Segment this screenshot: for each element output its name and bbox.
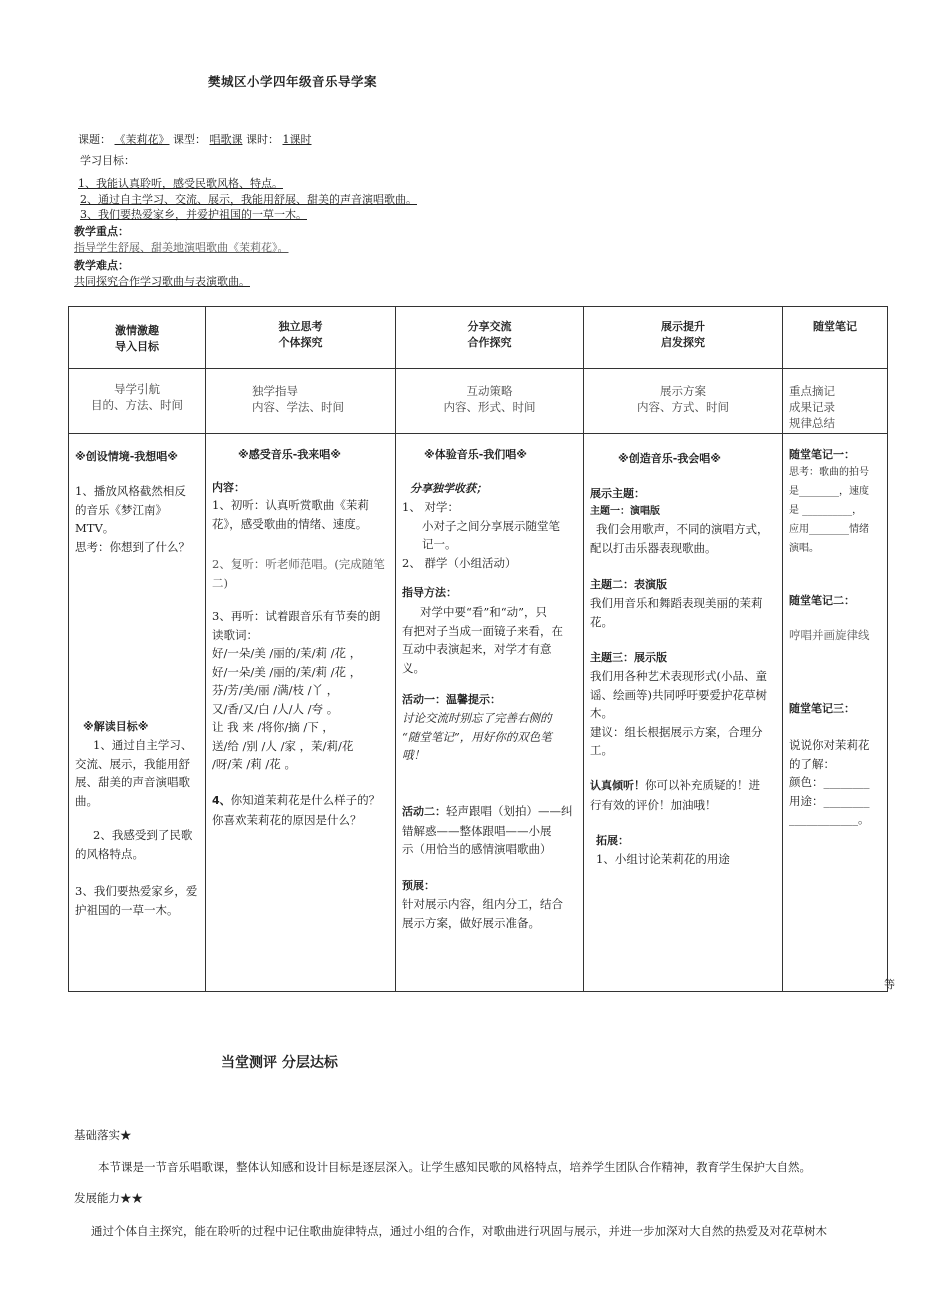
text-line: “随堂笔记”，用好你的双色笔 [402, 729, 552, 744]
col2-content-label: 内容： [212, 481, 245, 494]
lyric-line: 好/一朵/美 /丽的/茉/莉 /花 ， [212, 664, 362, 679]
goals-label: 学习目标： [80, 154, 135, 167]
text-line: 我们会用歌声，不同的演唱方式， [596, 522, 769, 536]
col4-title: ※创造音乐-我会唱※ [618, 452, 721, 465]
col4-theme1-text [590, 520, 769, 557]
note1-body [789, 463, 869, 558]
col1-text4 [75, 882, 197, 919]
goal-2: 2、通过自主学习、交流、展示，我能用舒展、甜美的声音演唱歌曲。 [80, 193, 417, 206]
col3-act1-text [402, 709, 552, 765]
col2-title: ※感受音乐-我来唱※ [238, 448, 341, 461]
col2-item1 [212, 496, 369, 533]
text-line: 我们用各种艺术表现形式(小品、童 [590, 669, 767, 683]
text-line: 思考：歌曲的拍号 [789, 467, 869, 478]
subheader-text: 重点摘记 [789, 384, 835, 398]
lesson-table [68, 306, 888, 992]
text-line: 小对子之间分享展示随堂笔 [422, 518, 560, 533]
basic-label: 基础落实★ [74, 1128, 132, 1142]
body-col5 [783, 434, 888, 992]
header-text: 随堂笔记 [813, 320, 857, 333]
subheader-text: 互动策略 [466, 384, 513, 398]
header-col3 [396, 307, 584, 369]
text-line: 说说你对茉莉花 [789, 738, 870, 752]
subheader-col4 [584, 369, 783, 434]
subheader-text: 目的、方法、时间 [91, 398, 183, 412]
subheader-text: 导学引航 [114, 382, 160, 396]
header-col4 [584, 307, 783, 369]
note1-label: 随堂笔记一： [789, 448, 855, 461]
col4-theme3: 主题三：展示版 [590, 651, 667, 664]
lyric-line: /呀/茉 /莉 /花 。 [212, 757, 296, 771]
subheader-col1 [69, 369, 206, 434]
text-line: 示（用恰当的感情演唱歌曲） [402, 842, 552, 856]
text-line: 有把对子当成一面镜子来看，在 [402, 623, 563, 638]
text-line: 交流、展示，我能用舒 [75, 756, 190, 771]
col1-text1 [75, 482, 205, 556]
hours-label: 课时： [246, 133, 279, 146]
note2-text: 哼唱并画旋律线 [789, 628, 870, 642]
subheader-text: 内容、方式、时间 [637, 400, 729, 414]
subheader-col3 [396, 369, 584, 434]
subheader-text: 独学指导 [252, 384, 298, 398]
col1-text3 [75, 826, 192, 863]
header-text: 展示提升 [661, 320, 705, 333]
document-title: 樊城区小学四年级音乐导学案 [208, 74, 378, 89]
body-col1 [69, 434, 206, 992]
hours-value: 1课时 [282, 133, 312, 146]
text-line: 用途：________ [789, 793, 870, 808]
header-text: 激情激趣 [115, 324, 159, 337]
text-line: 的了解： [789, 756, 835, 771]
col4-theme2: 主题二：表演版 [590, 578, 667, 591]
text-line: 2、复听：听老师范唱。(完成随笔 [212, 557, 385, 571]
lyric-line: 让 我 来 /将你/摘 /下 ， [212, 720, 334, 734]
text-line: 花》，感受歌曲的情绪、速度。 [212, 516, 368, 531]
text-line: 对学中要“看”和“动”，只 [420, 605, 548, 619]
header-text: 独立思考 [278, 320, 323, 333]
body-col2 [206, 434, 396, 992]
table-body-row [69, 434, 888, 992]
text-line: 是________，速度 [789, 486, 869, 497]
text-line: 展示方案，做好展示准备。 [402, 915, 540, 930]
col4-theme3-text [590, 667, 767, 760]
col4-extend-label: 拓展： [596, 834, 629, 847]
col4-show-label: 展示主题： [590, 487, 645, 500]
col3-pair [402, 498, 560, 572]
key-label: 教学重点： [74, 225, 129, 238]
note3-label: 随堂笔记三： [789, 702, 855, 715]
text-line: 1、 对学： [402, 500, 459, 514]
text-line: 工。 [590, 743, 613, 757]
key-value: 指导学生舒展、甜美地演唱歌曲《茉莉花》。 [74, 241, 289, 254]
text-line: ____________。 [789, 812, 870, 826]
col4-listen [590, 776, 760, 814]
lyric-line: 又/香/又/白 /人/人 /夸 。 [212, 701, 339, 716]
col3-act1-label: 活动一：温馨提示： [402, 693, 501, 706]
text-line: 2、 群学（小组活动） [402, 555, 517, 570]
text-line: 木。 [590, 706, 613, 720]
subheader-text: 内容、学法、时间 [252, 400, 344, 414]
header-col5 [783, 307, 888, 369]
subheader-text: 规律总结 [789, 416, 835, 430]
col2-item2 [212, 555, 385, 592]
text-line: 配以打击乐器表现歌曲。 [590, 540, 717, 555]
col3-share-label: 分享独学收获； [410, 482, 487, 495]
text-line: 颜色：________ [789, 775, 870, 789]
table-header-row [69, 307, 888, 369]
table-subheader-row [69, 369, 888, 434]
col1-title2: ※解读目标※ [83, 720, 149, 733]
text-line: 你知道茉莉花是什么样子的？ [230, 793, 381, 807]
col2-item3 [212, 607, 380, 644]
goal-1: 1、我能认真聆听，感受民歌风格、特点。 [78, 177, 283, 190]
text-line: 读歌词： [212, 627, 258, 642]
note2-label: 随堂笔记二： [789, 594, 855, 607]
text-line: 义。 [402, 660, 425, 675]
text-line: 谣、绘画等)共同呼吁要爱护花草树 [590, 687, 767, 702]
text-line: 思考：你想到了什么？ [75, 539, 190, 554]
item-number: 4、 [212, 794, 231, 807]
body-col4 [584, 434, 783, 992]
type-value: 唱歌课 [209, 133, 243, 146]
subheader-text: 展示方案 [660, 384, 706, 398]
lyric-line: 送/给 /别 /人 /家 ，茉/莉/花 [212, 738, 354, 753]
text-line: 曲。 [75, 793, 98, 808]
lesson-meta [78, 131, 312, 147]
lyric-line: 芬/芳/美/丽 /满/枝 /丫 ， [212, 683, 339, 697]
difficulty-label: 教学难点： [74, 259, 129, 272]
text-line: 演唱。 [789, 543, 819, 554]
col2-item4 [212, 791, 380, 829]
text-line: 展、甜美的声音演唱歌 [75, 775, 190, 789]
col3-act2 [402, 802, 573, 859]
text-line: 护祖国的一草一木。 [75, 902, 179, 917]
text-line: 针对展示内容，组内分工，结合 [402, 897, 563, 911]
difficulty-value: 共同探究合作学习歌曲与表演歌曲。 [74, 275, 250, 288]
lyric-line: 好/一朵/美 /丽的/茉/莉 /花 ， [212, 646, 362, 660]
text-line: 3、我们要热爱家乡，爱 [75, 884, 198, 898]
header-col1 [69, 307, 206, 369]
text-line: 2、我感受到了民歌 [93, 828, 193, 842]
assessment-title: 当堂测评 分层达标 [221, 1055, 338, 1071]
text-line: 你喜欢茉莉花的原因是什么？ [212, 812, 362, 827]
subheader-text: 成果记录 [789, 400, 835, 414]
text-line: 错解惑——整体跟唱——小展 [402, 823, 552, 838]
col3-preview-text [402, 895, 563, 932]
listen-label: 认真倾听！ [590, 779, 645, 792]
develop-text: 通过个体自主探究，能在聆听的过程中记住歌曲旋律特点，通过小组的合作，对歌曲进行巩固与展示，并进一步加深对大自然的热爱及对花草树木 [91, 1224, 827, 1238]
header-text: 导入目标 [115, 340, 159, 353]
text-line: 是 __________， [789, 505, 863, 516]
text-line: 轻声跟唱（划拍）——纠 [446, 804, 573, 818]
text-line: 行有效的评价！加油哦！ [590, 797, 717, 812]
note3-body [789, 736, 870, 829]
text-line: 建议：组长根据展示方案，合理分 [590, 724, 763, 739]
col1-text2 [75, 736, 192, 810]
basic-text: 本节课是一节音乐唱歌课，整体认知感和设计目标是逐层深入。让学生感知民歌的风格特点，培养学生团队合作精神，教育学生保护大自然。 [98, 1160, 811, 1174]
act2-label: 活动二： [402, 805, 446, 818]
col3-preview-label: 预展： [402, 879, 435, 892]
text-line: 我们用音乐和舞蹈表现美丽的茉莉 [590, 596, 763, 610]
text-line: 二) [212, 575, 228, 590]
text-line: 1、初听：认真听赏歌曲《茉莉 [212, 498, 369, 512]
col2-lyrics [212, 644, 361, 774]
text-line: 3、再听：试着跟音乐有节奏的朗 [212, 609, 381, 623]
header-text: 启发探究 [661, 336, 705, 349]
type-label: 课型： [173, 133, 206, 146]
header-col2 [206, 307, 396, 369]
text-line: 1、通过自主学习、 [93, 738, 193, 752]
text-line: 记一。 [422, 537, 457, 551]
text-line: 花。 [590, 614, 613, 629]
topic-label: 课题： [78, 133, 111, 146]
col3-title: ※体验音乐-我们唱※ [424, 448, 527, 461]
text-line: 互动中表演起来，对学才有意 [402, 642, 552, 656]
body-col3 [396, 434, 584, 992]
text-line: 的音乐《梦江南》MTV。 [75, 502, 167, 535]
header-text: 合作探究 [467, 336, 512, 349]
trailing-char: 等 [884, 978, 895, 991]
text-line: 1、播放风格截然相反 [75, 484, 186, 498]
col4-theme1: 主题一：演唱版 [590, 506, 660, 517]
text-line: 你可以补充质疑的！进 [645, 778, 760, 792]
col3-method-text [402, 603, 563, 677]
col4-theme2-text [590, 594, 763, 631]
text-line: 应用________情绪 [789, 524, 869, 535]
col1-title1: ※创设情境-我想唱※ [75, 450, 178, 463]
col4-extend-text: 1、小组讨论茉莉花的用途 [596, 852, 730, 866]
text-line: 哦！ [402, 748, 425, 762]
goal-3: 3、我们要热爱家乡，并爱护祖国的一草一木。 [80, 208, 307, 221]
subheader-col5 [783, 369, 888, 434]
header-text: 分享交流 [467, 320, 512, 333]
topic-value: 《茉莉花》 [114, 133, 170, 146]
header-text: 个体探究 [278, 336, 323, 349]
subheader-col2 [206, 369, 396, 434]
subheader-text: 内容、形式、时间 [443, 400, 536, 414]
text-line: 讨论交流时别忘了完善右侧的 [402, 711, 552, 725]
text-line: 的风格特点。 [75, 846, 144, 861]
col3-method-label: 指导方法： [402, 586, 457, 599]
develop-label: 发展能力★★ [74, 1191, 143, 1205]
